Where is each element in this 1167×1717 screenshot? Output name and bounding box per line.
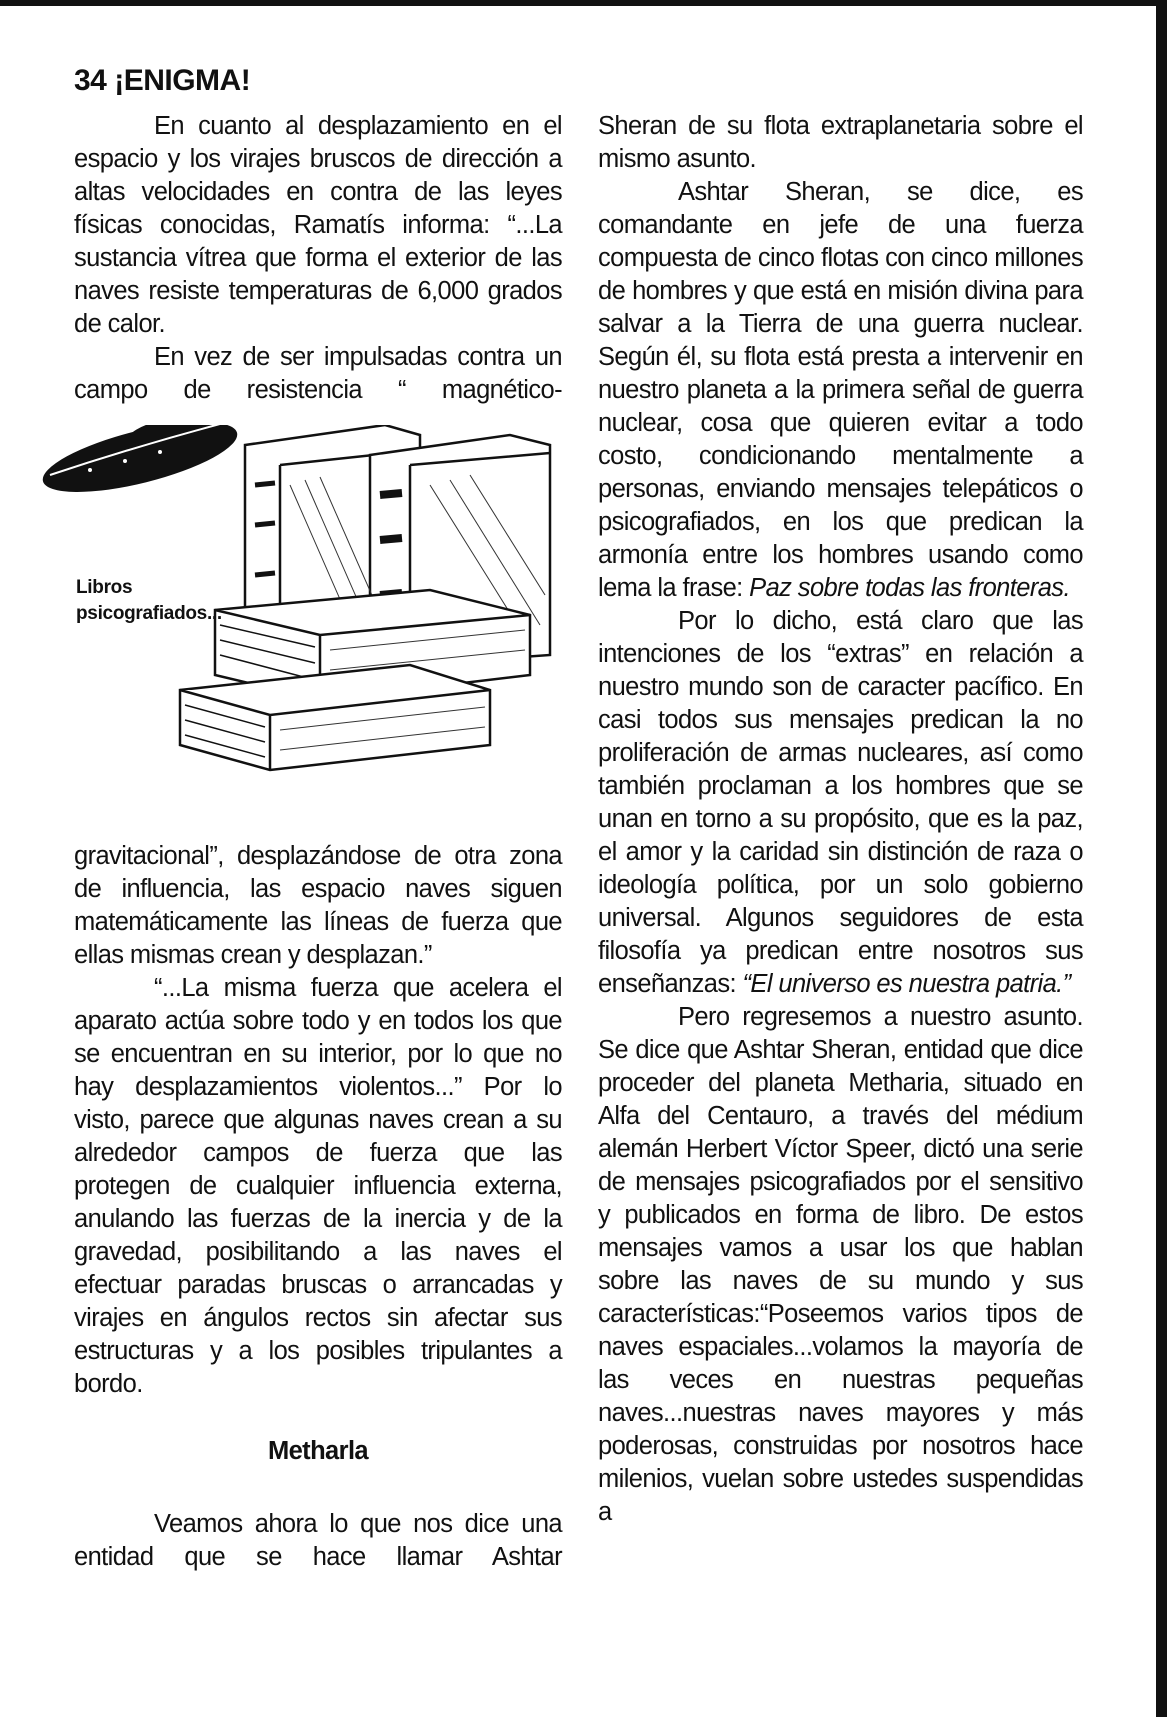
page-border-right <box>1156 0 1167 1717</box>
left-column-bottom <box>74 840 562 1574</box>
paragraph: Veamos ahora lo que nos dice una entidad que se hace llamar Ashtar <box>74 1510 562 1571</box>
paragraph <box>598 176 1083 605</box>
figure-caption <box>76 575 222 627</box>
flying-saucer-icon <box>37 425 244 506</box>
stacked-books-icon <box>180 590 530 770</box>
italic-quote: “El universo es nuestra patria.” <box>742 970 1071 998</box>
page-header: 34 ¡ENIGMA! <box>74 64 251 97</box>
paragraph <box>598 605 1083 1001</box>
left-column-top <box>74 110 562 407</box>
paragraph: En vez de ser impulsadas contra un campo de resistencia “ magnético- <box>74 343 562 404</box>
caption-line: Libros <box>76 577 133 598</box>
paragraph: Sheran de su flota extraplanetaria sobre el mismo asunto. <box>598 112 1083 173</box>
italic-motto: Paz sobre todas las fronteras. <box>749 574 1070 602</box>
paragraph: En cuanto al desplazamiento en el espacio y los virajes bruscos de dirección a altas velocidades en contra de las leyes físicas conocidas, Ramatís informa: “...La sustancia vítrea que forma el exterior de las naves resiste temperaturas de 6,000 grados de calor. <box>74 112 562 338</box>
paragraph-text: Por lo dicho, está claro que las intenciones de los “extras” en relación a nuestro mundo son de caracter pacífico. En casi todos sus mensajes predican la no proliferación de armas nucleares, así como también proclaman a los hombres que se unan en torno a su propósito, que es la paz, el amor y la caridad sin distinción de raza o ideología política, por un solo gobierno universal. Algunos seguidores de esta filosofía ya predican entre nosotros sus enseñanzas: <box>598 607 1083 998</box>
right-column <box>598 110 1083 1529</box>
paragraph: “...La misma fuerza que acelera el aparato actúa sobre todo y en todos los que se encuentran en su interior, por lo que no hay desplazamientos violentos...” Por lo visto, parece que algunas naves crean a su alrededor campos de fuerza que las protegen de cualquier influencia externa, anulando las fuerzas de la inercia y de la gravedad, posibilitando a las naves el efectuar paradas bruscas o arrancadas y virajes en ángulos rectos sin afectar sus estructuras y a los posibles tripulantes a bordo. <box>74 974 562 1398</box>
paragraph: Pero regresemos a nuestro asunto. Se dice que Ashtar Sheran, entidad que dice proceder del planeta Metharia, situado en Alfa del Centauro, a través del médium alemán Herbert Víctor Speer, dictó una serie de mensajes psicografiados por el sensitivo y publicados en forma de libro. De estos mensajes vamos a usar los que hablan sobre las naves de su mundo y sus características:“Poseemos varios tipos de naves espaciales...volamos la mayoría de las veces en nuestras pequeñas naves...nuestras naves mayores y más poderosas, construidas por nosotros hace milenios, vuelan sobre ustedes suspendidas a <box>598 1003 1083 1526</box>
section-subheading: Metharla <box>267 1437 369 1465</box>
paragraph: gravitacional”, desplazándose de otra zona de influencia, las espacio naves siguen matemáticamente las líneas de fuerza que ellas mismas crean y desplazan.” <box>74 842 562 969</box>
paragraph-text: Ashtar Sheran, se dice, es comandante en jefe de una fuerza compuesta de cinco flotas con cinco millones de hombres y que está en misión divina para salvar a la Tierra de una guerra nuclear. Según él, su flota está presta a intervenir en nuestro planeta a la primera señal de guerra nuclear, cosa que quieren evitar a todo costo, condicionando mentalmente a personas, enviando mensajes telepáticos o psicografiados, en los que predican la armonía entre los hombres usando como lema la frase: <box>598 178 1083 602</box>
caption-line: psicografiados... <box>76 603 222 624</box>
page-border-top <box>0 0 1167 6</box>
